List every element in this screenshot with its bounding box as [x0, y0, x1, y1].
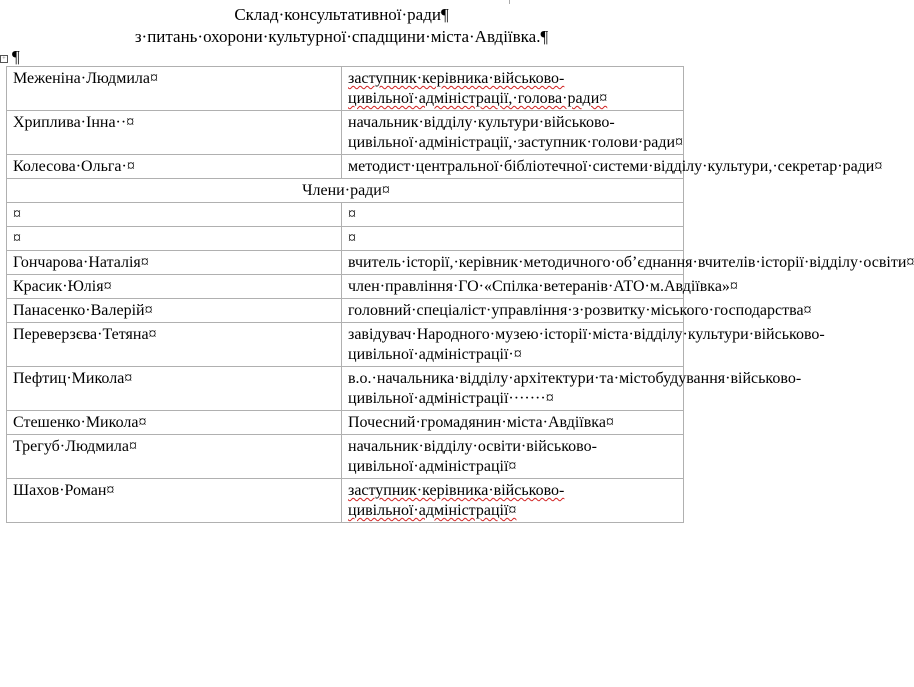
- table-row: [7, 479, 684, 523]
- empty-cell[interactable]: ¤: [7, 203, 342, 227]
- table-row: [7, 367, 684, 411]
- document-title-line-1: Склад·консультативної·ради¶: [234, 5, 449, 24]
- member-role-cell[interactable]: в.о.·начальника·відділу·архітектури·та·містобудування·військово-цивільної·адміністрації·······¤: [342, 367, 684, 411]
- member-role-cell[interactable]: начальник·відділу·культури·військово-цивільної·адміністрації,·заступник·голови·ради¤: [342, 111, 684, 155]
- member-role-text: заступник·керівника·військово-цивільної·адміністрації¤: [348, 482, 565, 519]
- council-table: [6, 66, 914, 523]
- document-title-line-2: з·питань·охорони·культурної·спадщини·міста·Авдіївка.¶: [134, 27, 549, 46]
- empty-cell[interactable]: ¤: [7, 227, 342, 251]
- table-row: [7, 411, 684, 435]
- empty-cell[interactable]: ¤: [342, 203, 684, 227]
- member-role-text: заступник·керівника·військово-цивільної·адміністрації,·голова·ради¤: [348, 70, 608, 107]
- member-role-cell[interactable]: член·правління·ГО·«Спілка·ветеранів·АТО·м.Авдіївка»¤: [342, 275, 684, 299]
- table-row: [7, 299, 684, 323]
- table-row: [7, 227, 684, 251]
- member-name-cell[interactable]: Пефтиц·Микола¤: [7, 367, 342, 411]
- table-row: [7, 155, 684, 179]
- member-name-cell[interactable]: Красик·Юлія¤: [7, 275, 342, 299]
- table-row: [7, 275, 684, 299]
- member-name-cell[interactable]: Панасенко·Валерій¤: [7, 299, 342, 323]
- member-name-cell[interactable]: Трегуб·Людмила¤: [7, 435, 342, 479]
- member-name-cell[interactable]: Меженіна·Людмила¤: [7, 67, 342, 111]
- member-role-cell[interactable]: завідувач·Народного·музею·історії·міста·відділу·культури·військово-цивільної·адміністрації·¤: [342, 323, 684, 367]
- table-row: [7, 323, 684, 367]
- ruler-marker: [509, 0, 512, 4]
- member-role-cell[interactable]: [342, 67, 684, 111]
- member-role-cell[interactable]: головний·спеціаліст·управління·з·розвитку·міського·господарства¤: [342, 299, 684, 323]
- table-move-handle-icon[interactable]: +: [0, 55, 8, 63]
- member-name-cell[interactable]: Переверзєва·Тетяна¤: [7, 323, 342, 367]
- paragraph-mark: ¶: [12, 47, 20, 66]
- empty-cell[interactable]: ¤: [342, 227, 684, 251]
- member-name-cell[interactable]: Колесова·Ольга·¤: [7, 155, 342, 179]
- table-row: [7, 203, 684, 227]
- member-name-cell[interactable]: Гончарова·Наталія¤: [7, 251, 342, 275]
- table-row: [7, 111, 684, 155]
- member-role-cell[interactable]: вчитель·історії,·керівник·методичного·об’єднання·вчителів·історії·відділу·освіти¤: [342, 251, 684, 275]
- member-name-cell[interactable]: Хриплива·Інна··¤: [7, 111, 342, 155]
- member-role-cell[interactable]: начальник·відділу·освіти·військово-цивільної·адміністрації¤: [342, 435, 684, 479]
- table-row: [7, 435, 684, 479]
- member-role-cell[interactable]: методист·центральної·бібліотечної·системи·відділу·культури,·секретар·ради¤: [342, 155, 684, 179]
- member-name-cell[interactable]: Стешенко·Микола¤: [7, 411, 342, 435]
- member-role-cell[interactable]: [342, 479, 684, 523]
- member-name-cell[interactable]: Шахов·Роман¤: [7, 479, 342, 523]
- members-section-heading[interactable]: Члени·ради¤: [7, 179, 684, 203]
- table-row: [7, 251, 684, 275]
- table-row: [7, 67, 684, 111]
- table-row: [7, 179, 684, 203]
- member-role-cell[interactable]: Почесний·громадянин·міста·Авдіївка¤: [342, 411, 684, 435]
